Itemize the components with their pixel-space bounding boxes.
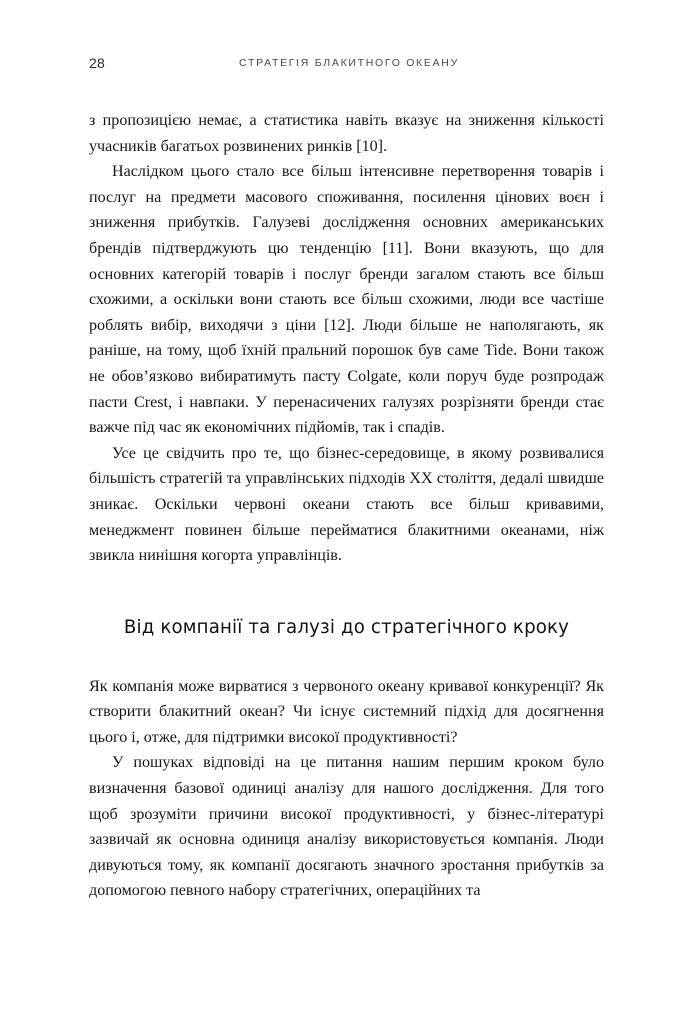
spacer xyxy=(89,641,604,674)
running-title: СТРАТЕГІЯ БЛАКИТНОГО ОКЕАНУ xyxy=(239,57,459,69)
paragraph: У пошуках відповіді на це питання нашим першим кроком було визначення базової одиниці аналізу для нашого дослідження. Для того щоб зрозуміти причини високої продуктивності, у бізнес-літературі зазвичай як основна одиниця аналізу використовується компанія. Люди дивуються тому, як компанії досягають значного зростання прибутків за допомогою певного набору стратегічних, операційних та xyxy=(89,754,604,900)
paragraph: Як компанія може вирватися з червоного океану кривавої конкуренції? Як створити блакитний океан? Чи існує системний підхід для досягнення цього і, отже, для підтримки високої продуктивності? xyxy=(89,677,604,746)
paragraph: Усе це свідчить про те, що бізнес-середовище, в якому розвивалися більшість стратегій та управлінських підходів XX століття, дедалі швидше зникає. Оскільки червоні океани стають все більш кривавими, менеджмент повинен більше перейматися блакитними океанами, ніж звикла нинішня когорта управлінців. xyxy=(89,444,604,565)
paragraph: Наслідком цього стало все більш інтенсивне перетворення товарів і послуг на предмети масового споживання, посилення цінових воєн і зниження прибутків. Галузеві дослідження основних американських брендів підтверджують цю тенденцію [11]. Вони вказують, що для основних категорій товарів і послуг бренди загалом стають все більш схожими, а оскільки вони стають все більш схожими, люди все частіше роблять вибір, виходячи з ціни [12]. Люди більше не наполягають, як раніше, на тому, щоб їхній пральний порошок був саме Tide. Вони також не обов’язково вибиратимуть пасту Colgate, коли поруч буде розпродаж пасти Crest, і навпаки. У перенасичених галузях розрізняти бренди стає важче під час як економічних підйомів, так і спадів. xyxy=(89,163,604,437)
page-number: 28 xyxy=(89,55,105,71)
paragraph: з пропозицією немає, а статистика навіть вказує на зниження кількості учасників багатьох розвинених ринків [10]. xyxy=(89,112,604,155)
page-header xyxy=(89,52,603,74)
spacer xyxy=(89,569,604,615)
section-heading: Від компанії та галузі до стратегічного кроку xyxy=(123,616,570,638)
text-column xyxy=(89,108,604,904)
